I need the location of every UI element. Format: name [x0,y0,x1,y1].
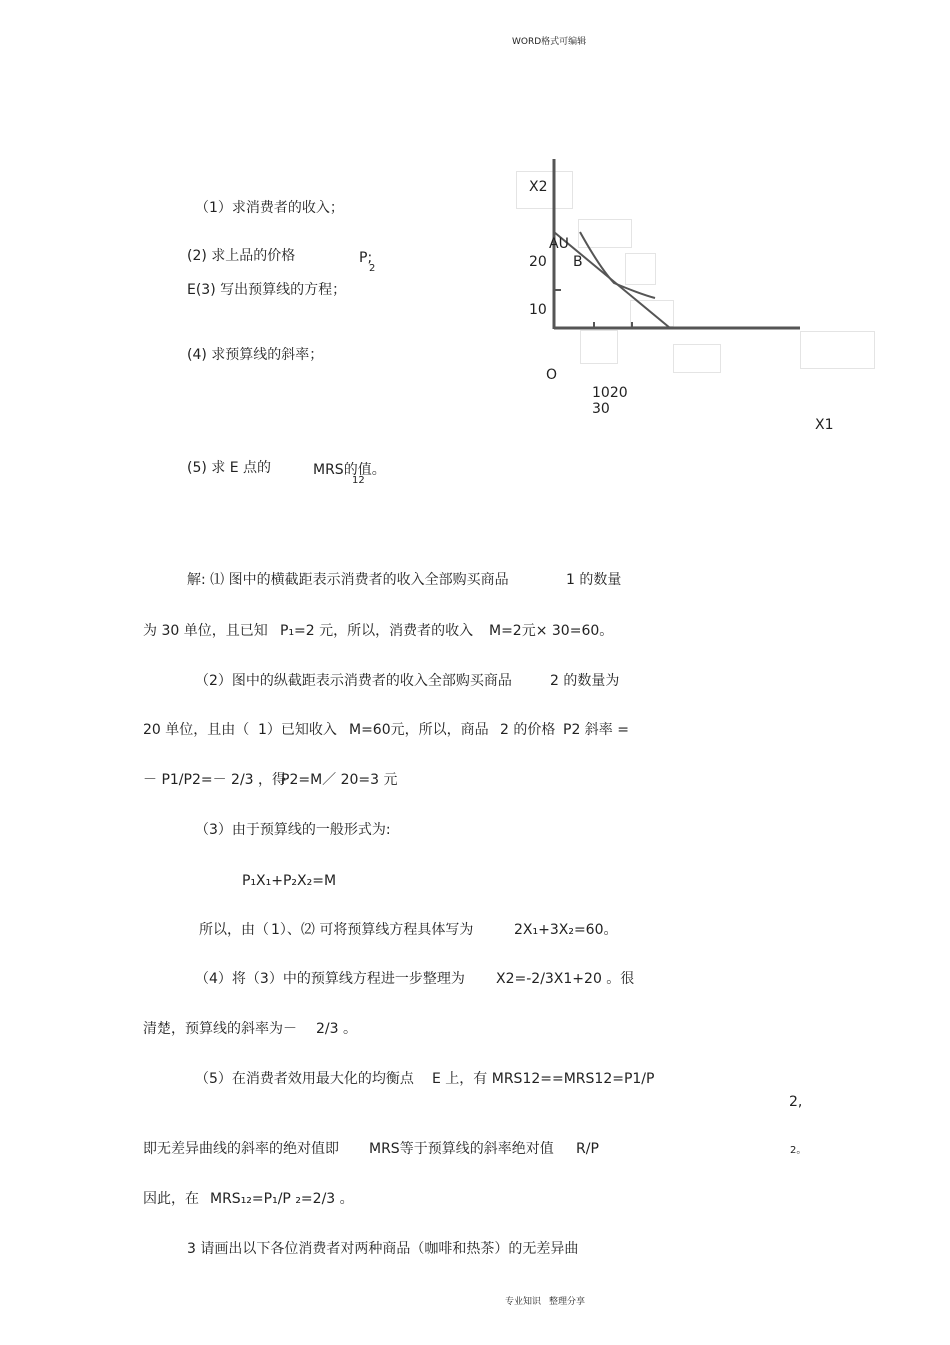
solution-line-5: － P1/P2=－ 2/3 ，得 [143,772,287,788]
x-tick-labels: 1020 [592,385,628,401]
solution-line-12: 即无差异曲线的斜率的绝对值即 [143,1141,339,1157]
question-2: (2) 求上品的价格 [187,248,296,264]
question-5-mrs: MRS的值。 [313,462,386,478]
solution-line-5-end: P2=M／ 20=3 元 [281,772,398,788]
solution-line-10: 清楚，预算线的斜率为－ [143,1021,297,1037]
solution-line-6: （3）由于预算线的一般形式为: [195,822,391,838]
indifference-curve [580,232,655,298]
footer-right: 整理分享 [549,1297,586,1307]
solution-line-12-c: R/P [576,1141,599,1157]
x-tick-label-30: 30 [592,401,610,417]
footer-left: 专业知识 [505,1297,542,1307]
y-axis-label: X2 [529,179,548,195]
solution-line-8-b: 1）、⑵ 可将预算线方程具体写为 [271,922,474,938]
question-1: （1）求消费者的收入； [195,200,344,216]
solution-line-4-e: P2 斜率 = [563,722,629,738]
solution-line-11-b: E 上，有 MRS12==MRS12=P1/P [432,1071,655,1087]
question-2-price: P; [359,250,373,266]
point-b-label: B [573,254,583,270]
solution-line-11-c: 2, [789,1094,803,1110]
budget-equation-specific: 2X₁+3X₂=60。 [514,922,618,938]
point-a-label: AU [549,236,569,252]
solution-line-13: 因此，在 [143,1191,199,1207]
solution-line-1: 解: ⑴ 图中的横截距表示消费者的收入全部购买商品 [187,572,509,588]
question-2-price-subscript: 2 [369,263,376,274]
question-5-subscript: 12 [352,475,365,486]
solution-line-3-end: 2 的数量为 [550,673,620,689]
question-5: (5) 求 E 点的 [187,460,272,476]
solution-line-9: （4）将（3）中的预算线方程进一步整理为 [195,971,465,987]
solution-line-2-end: M=2元× 30=60。 [489,623,614,639]
origin-label: O [546,367,558,383]
question-4: (4) 求预算线的斜率； [187,347,324,363]
solution-line-9-end: X2=-2/3X1+20 。很 [496,971,635,987]
page-header: WORD格式可编辑 [512,37,587,47]
y-tick-10-label: 10 [529,302,547,318]
solution-line-4-c: M=60元，所以，商品 [349,722,489,738]
solution-line-12-b: MRS等于预算线的斜率绝对值 [369,1141,554,1157]
solution-line-10-end: 2/3 。 [316,1021,357,1037]
solution-line-2-mid: P₁=2 元，所以，消费者的收入 [280,623,474,639]
y-tick-20-label: 20 [529,254,547,270]
solution-line-12-d: 2。 [790,1145,807,1156]
solution-line-4: 20 单位，且由（ [143,722,250,738]
solution-line-3: （2）图中的纵截距表示消费者的收入全部购买商品 [195,673,512,689]
solution-line-11: （5）在消费者效用最大化的均衡点 [195,1071,414,1087]
solution-line-4-b: 1）已知收入 [258,722,337,738]
x-axis-label: X1 [815,417,834,433]
budget-equation-general: P₁X₁+P₂X₂=M [242,873,337,889]
solution-line-1-end: 1 的数量 [566,572,622,588]
solution-line-13-end: MRS₁₂=P₁/P ₂=2/3 。 [210,1191,354,1207]
question-3: E(3) 写出预算线的方程； [187,282,347,298]
solution-line-8: 所以，由（ [199,922,269,938]
solution-line-4-d: 2 的价格 [500,722,556,738]
question-3-prompt: 3 请画出以下各位消费者对两种商品（咖啡和热茶）的无差异曲 [187,1241,579,1257]
solution-line-2: 为 30 单位，且已知 [143,623,268,639]
